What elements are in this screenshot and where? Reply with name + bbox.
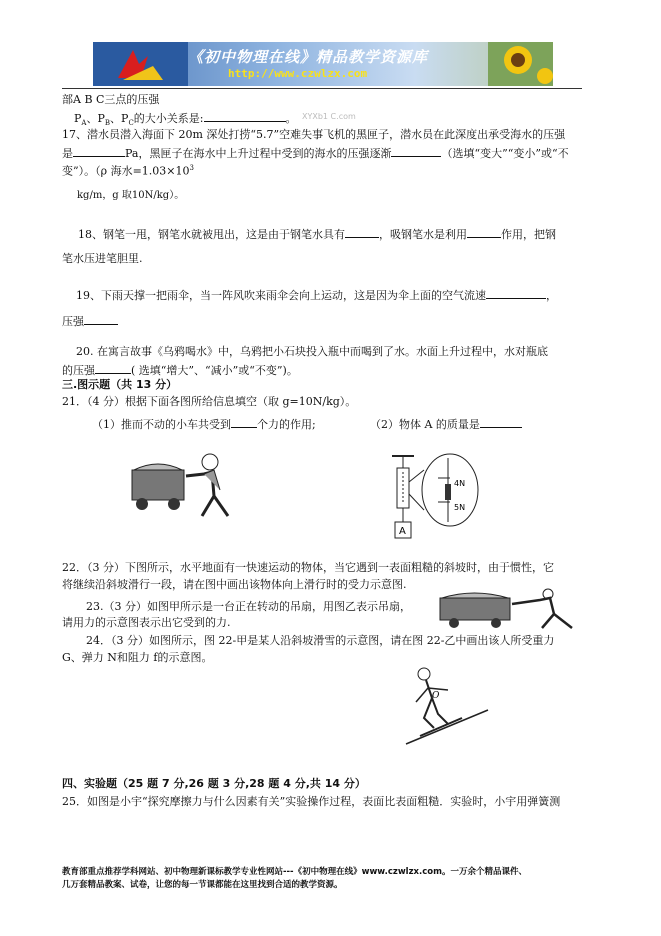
answer-blank[interactable] [231, 416, 257, 428]
pressure-relation-line: $P_A$、$P_B$、$P_C$的大小关系是: 。 [74, 112, 297, 128]
sunflower-icon [488, 42, 553, 86]
q17-line2: 是 Pa，黑匣子在海水中上升过程中受到的海水的压强逐渐 （选填“变大”“变小”或“不 [62, 147, 569, 160]
q21-line1: 21．（4 分）根据下面各图所给信息填空（取 g=10N/kg）。 [62, 395, 357, 408]
banner-url: http://www.czwlzx.com [228, 67, 368, 80]
banner-title: 《初中物理在线》精品教学资源库 [188, 48, 429, 66]
answer-blank[interactable] [84, 313, 118, 325]
answer-blank[interactable] [345, 226, 379, 238]
answer-blank[interactable] [480, 416, 522, 428]
answer-blank[interactable] [95, 362, 131, 374]
header-rule [62, 88, 582, 89]
line-abc: 部A B C三点的压强 [62, 93, 160, 106]
q21-part1: （1）推而不动的小车共受到 个力的作用; [92, 418, 316, 431]
logo-icon [93, 42, 188, 86]
block-label: A [399, 526, 406, 537]
answer-blank[interactable] [204, 110, 286, 122]
footer-line1: 教育部重点推荐学科网站、初中物理新课标教学专业性网站---《初中物理在线》www.czwlzx.com。一万余个精品课件、 [62, 867, 527, 877]
header-banner [93, 42, 553, 86]
q18-line1: 18、钢笔一甩，钢笔水就被甩出，这是由于钢笔水具有 ，吸钢笔水是利用 作用，把钢 [78, 228, 556, 241]
answer-blank[interactable] [486, 287, 546, 299]
q17-line3: 变”）。（ρ 海水$=1.03\times 10^3$ [62, 164, 194, 178]
answer-blank[interactable] [391, 145, 441, 157]
q20-line1: 20. 在寓言故事《乌鸦喝水》中，乌鸦把小石块投入瓶中而喝到了水。水面上升过程中，水对瓶底 [76, 345, 548, 358]
cart-figure-small [436, 588, 584, 630]
q21-part2: （2）物体 A 的质量是 [370, 416, 522, 432]
q22-line1: 22．（3 分）下图所示，水平地面有一快速运动的物体，当它遇到一表面粗糙的斜坡时，由于惯性，它 [62, 561, 554, 574]
scale-label-5n: 5N [454, 503, 466, 512]
q25-line1: 25．如图是小宇“探究摩擦力与什么因素有关”实验操作过程，表面比表面粗糙．实验时，小宇用弹簧测 [62, 795, 561, 808]
answer-blank[interactable] [73, 145, 125, 157]
q19-line2: 压强 [62, 313, 118, 329]
q19-line1: 19、下雨天撑一把雨伞，当一阵风吹来雨伞会向上运动，这是因为伞上面的空气流速 ， [76, 289, 557, 302]
cart-push-figure [130, 450, 250, 530]
q20-line2: 的压强 ( 选填“增大”、“减小”或“不变”)。 [62, 364, 298, 377]
q23-line1: 23.（3 分）如图甲所示是一台正在转动的吊扇，用图乙表示吊扇， [86, 600, 411, 613]
section-4-heading: 四、实验题（25 题 7 分,26 题 3 分,28 题 4 分,共 14 分） [62, 777, 366, 790]
answer-blank[interactable] [467, 226, 501, 238]
q24-line1: 24．（3 分）如图所示，图 22-甲是某人沿斜坡滑雪的示意图，请在图 22-乙中画出该人所受重力 [86, 634, 555, 647]
watermark: XYXb1 C.com [302, 112, 356, 121]
q17-line1: 17、潜水员潜入海面下 20m 深处打捞“5.7”空难失事飞机的黑匣子，潜水员在此深度出承受海水的压强 [62, 128, 566, 141]
spring-scale-figure [378, 450, 488, 545]
q23-line2: 请用力的示意图表示出它受到的力. [62, 616, 231, 629]
skier-figure [402, 662, 492, 746]
scale-label-4n: 4N [454, 479, 466, 488]
q18-line2: 笔水压进笔胆里. [62, 252, 143, 265]
center-label: O [432, 691, 440, 701]
q22-line2: 将继续沿斜坡滑行一段，请在图中画出该物体向上滑行时的受力示意图. [62, 578, 407, 591]
q24-line2: G、弹力 N和阻力 f的示意图。 [62, 651, 213, 664]
q17-line4: kg/m，g 取10N/kg）。 [77, 190, 185, 201]
footer-line2: 几万套精品教案、试卷，让您的每一节课都能在这里找到合适的教学资源。 [62, 880, 343, 890]
section-3-heading: 三.图示题（共 13 分） [62, 378, 178, 391]
